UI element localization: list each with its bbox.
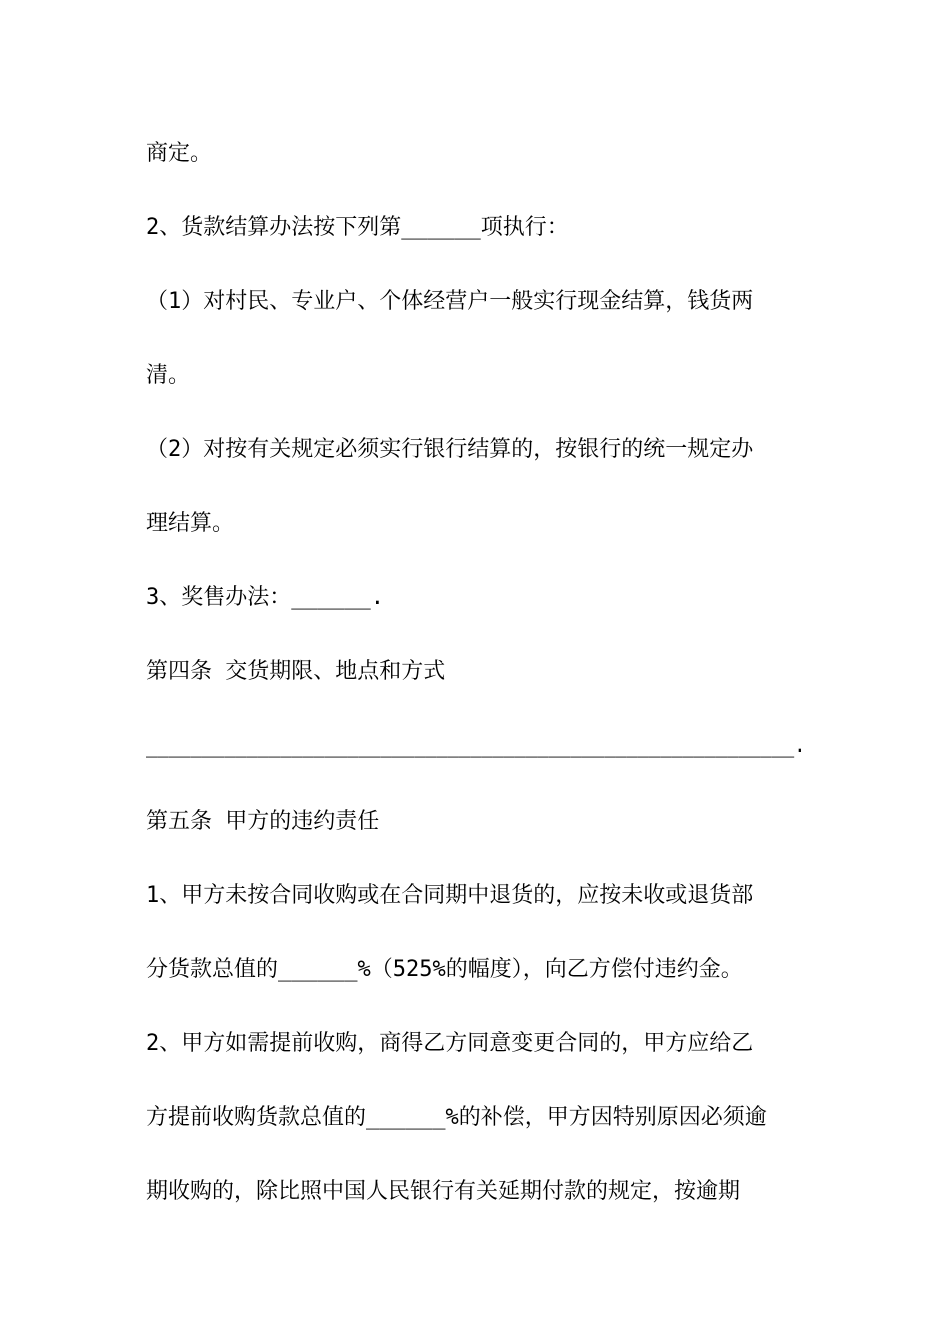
text-line: 3、奖售办法：______.: [146, 585, 384, 610]
blank-fill-line: __________________________________________________________.: [146, 733, 806, 758]
text-line: 方提前收购货款总值的______%的补偿，甲方因特别原因必须逾: [146, 1105, 767, 1130]
text-line: 分货款总值的______%（525%的幅度），向乙方偿付违约金。: [146, 957, 743, 982]
text-line: 商定。: [146, 141, 213, 166]
text-line: 期收购的，除比照中国人民银行有关延期付款的规定，按逾期: [146, 1179, 741, 1204]
text-line: 2、货款结算办法按下列第______项执行：: [146, 215, 569, 240]
text-line: 理结算。: [146, 511, 235, 536]
text-line: （1）对村民、专业户、个体经营户一般实行现金结算，钱货两: [146, 289, 754, 314]
text-line: 1、甲方未按合同收购或在合同期中退货的，应按未收或退货部: [146, 883, 754, 908]
text-line: （2）对按有关规定必须实行银行结算的，按银行的统一规定办: [146, 437, 754, 462]
text-line: 清。: [146, 363, 191, 388]
section-heading: 第四条 交货期限、地点和方式: [146, 659, 446, 684]
text-line: 2、甲方如需提前收购，商得乙方同意变更合同的，甲方应给乙: [146, 1031, 754, 1056]
section-heading: 第五条 甲方的违约责任: [146, 809, 380, 834]
